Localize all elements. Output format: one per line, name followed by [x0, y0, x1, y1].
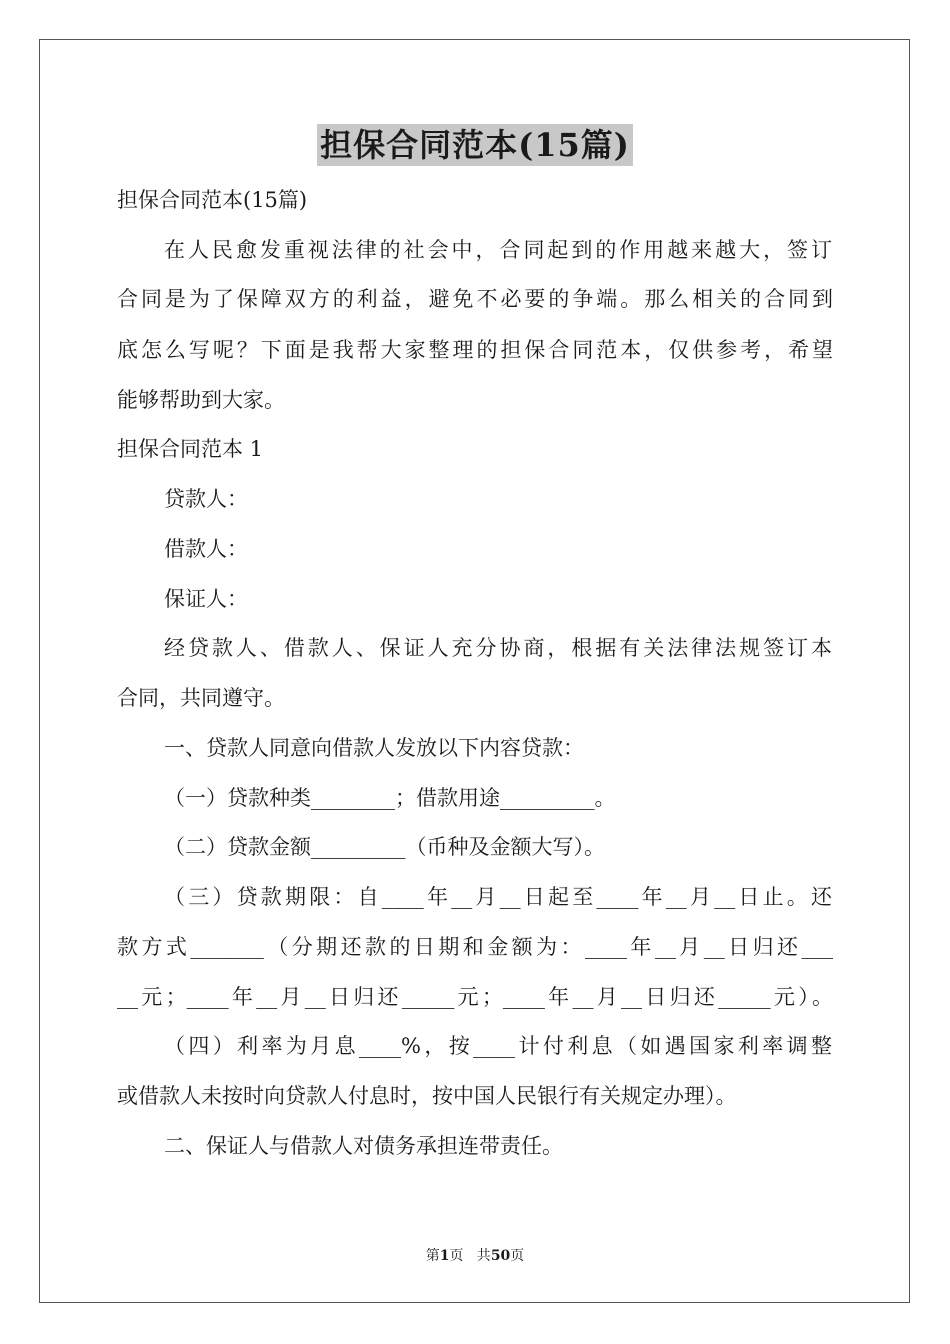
clause-line: 或借款人未按时向贷款人付息时，按中国人民银行有关规定办理）。: [117, 1084, 737, 1108]
paragraph-line: 能够帮助到大家。: [117, 388, 285, 412]
clause-line: （三）贷款期限：自____年__月__日起至____年__月__日止。还: [164, 885, 832, 909]
page-border: [39, 39, 910, 1303]
paragraph-line: 底怎么写呢？下面是我帮大家整理的担保合同范本，仅供参考，希望: [117, 338, 833, 362]
clause-line: （二）贷款金额_________（币种及金额大写）。: [164, 835, 605, 859]
footer-prefix: 第: [425, 1248, 440, 1264]
lender-label: 贷款人：: [164, 487, 248, 511]
clause-line: 二、保证人与借款人对债务承担连带责任。: [164, 1134, 563, 1158]
clause-line: （四）利率为月息____%，按____计付利息（如遇国家利率调整: [164, 1034, 832, 1058]
total-page-number: 50: [490, 1248, 511, 1264]
section-heading: 担保合同范本 1: [117, 437, 264, 461]
paragraph-line: 在人民愈发重视法律的社会中，合同起到的作用越来越大，签订: [164, 238, 832, 262]
paragraph-line: 合同是为了保障双方的利益，避免不必要的争端。那么相关的合同到: [117, 287, 833, 311]
title-wrap: [0, 124, 950, 166]
clause-line: 款方式_______（分期还款的日期和金额为：____年__月__日归还___: [117, 935, 833, 959]
current-page-number: 1: [439, 1248, 450, 1264]
clause-line: 一、贷款人同意向借款人发放以下内容贷款：: [164, 736, 584, 760]
clause-line: （一）贷款种类________；借款用途_________。: [164, 786, 616, 810]
paragraph-line: 经贷款人、借款人、保证人充分协商，根据有关法律法规签订本: [164, 636, 832, 660]
guarantor-label: 保证人：: [164, 587, 248, 611]
borrower-label: 借款人：: [164, 537, 248, 561]
paragraph-line: 合同，共同遵守。: [117, 686, 285, 710]
footer-suffix: 页: [510, 1248, 525, 1264]
subtitle-line: 担保合同范本(15篇): [117, 188, 308, 212]
page-footer: [0, 1246, 950, 1266]
footer-middle: 页 共: [449, 1248, 491, 1264]
clause-line: __元；____年__月__日归还_____元；____年__月__日归还_____元）。: [117, 985, 833, 1009]
document-title: 担保合同范本(15篇): [317, 124, 633, 166]
